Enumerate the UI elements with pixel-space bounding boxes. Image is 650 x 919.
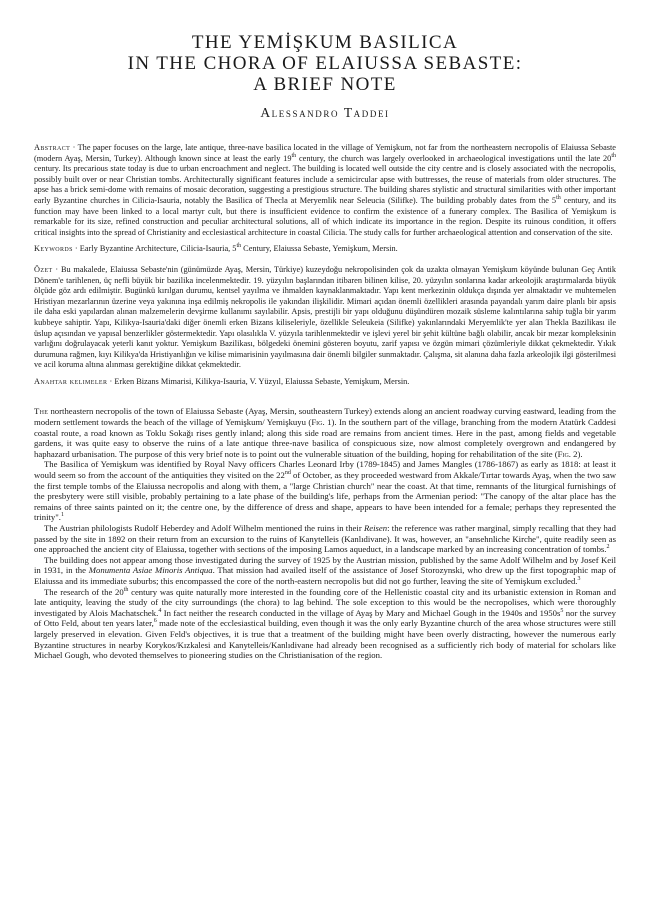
body-paragraph-3: The Austrian philologists Rudolf Heberdey and Adolf Wilhelm mentioned the ruins in their Reisen: the reference was rather marginal, simply recalling that they had passed by the site in 1892 on their return from an excursion to the ruins of Kanytelleis (Kanlıdivane). It was, however, an "ansehnliche Kirche", quite readily seen as one approached the ancient city of Elaiussa, together with sections of the imposing Lamos aqueduct, in a landscape marked by an increasing concentration of tombs.$^2$ [34,523,617,555]
body-paragraph-5: The research of the 20th century was quite naturally more interested in the founding core of the Hellenistic coastal city and its urbanistic extension in Roman and late antiquity, leaving the study of the city surroundings (the chora) to lag behind. The sole exception to this would be the necropolises, which were thoroughly investigated by Alois Machatschek.$^4$ In fact neither the research conducted in the village of Ayaş by Mary and Michael Gough in the 1940s and $1950s^5$ nor the survey of Otto Feld, about ten years later,$^6$ made note of the ecclesiastical building, even though it was the only early Byzantine church of the area whose structures were still largely preserved in elevation. Given Feld's objectives, it is true that a treatment of the building might have been overly distracting, however the numerous early Byzantine structures in nearby Korykos/Kızkalesi and Kanytelleis/Kanlıdivane had already been recognised as a sufficiently rich body of material for scholars like Michael Gough, who devoted themselves to pioneering studies on the Christianisation of the region. [34,586,617,661]
author-name: Alessandro Taddei [260,105,390,120]
title-line-2: IN THE CHORA OF ELAIUSSA SEBASTE: [127,53,523,74]
footnote-ref-6[interactable]: 6 [153,618,157,625]
anahtar-label: Anahtar kelimeler [34,376,108,386]
ozet-turkish-abstract: Özet · Bu makalede, Elaiussa Sebaste'nin (günümüzde Ayaş, Mersin, Türkiye) kuzeydoğu nekropolisinden çok da uzakta olmayan Yemişkum köyünde bulunan Geç Antik Dönem'e tarihlenen, üç nefli büyük bir bazilika incelenmektedir. 19. yüzyılın başlarından itibaren bilinen kilise, 20. yüzyılın sonlarına kadar arkeolojik araştırmalarda büyük ölçüde göz ardı edilmiştir. Bugünkü kırılgan durumu, kentsel yayılma ve ihmalden kaynaklanmaktadır. Yapı kent merkezinin oldukça dışında yer almaktadır ve muhtemelen Hristiyan mezarlarının üzerine veya yakınına inşa edilmiş nekropolis ile yakından ilişkilidir. Mimari açıdan önemli özellikleri arasında payandalı yarım daire planlı bir apsis ile daha eski yapılardan alınan malzemelerin devşirme kullanımı sayılabilir. Apsis, prestijli bir yapı olduğunu düşündüren mozaik süsleme kalıntılarına sahip tuğla bir yarım kubbeye sahiptir. Yapı, Kilikya-Isauria'daki diğer önemli erken Bizans kiliseleriyle, özellikle Seleukeia (Silifke) yakınlarındaki Meryemlik'te yer alan Thekla Bazilikası ile üslup açısından ve yapısal benzerlikler göstermektedir. Yapı olasılıkla V. yüzyıla tarihlenmektedir ve işlevi yerel bir şehit kültüne bağlı olabilir, ancak bir mezar kompleksinin varlığını doğrulayacak yeterli kanıt yoktur. Yemişkum Bazilikası, bölgedeki önemini gösteren boyutu, zarif yapısı ve özgün mimari çözümleriyle dikkat çekmektedir. Yıkık durumuna rağmen, kıyı Kilikya'da Hristiyanlığın ve kilise mimarisinin yayılmasına dair önemli bilgiler sunmaktadır. Çalışma, sit alanına daha fazla arkeolojik ilgi gösterilmesi ve acil koruma altına alınması gerektiğine dikkat çekmektedir. [34,264,616,370]
footnote-ref-2[interactable]: 2 [606,544,610,551]
body-paragraph-1: The northeastern necropolis of the town of Elaiussa Sebaste (Ayaş, Mersin, southeastern Turkey) extends along an ancient roadway curving eastward, leading from the modern settlement towards the beach of the village of Yemişkum/ Yemişkuyu (Fig. 1). In the southern part of the village, branching from the modern Atatürk Caddesi coastal route, a road known as Toklu Sokağı rises gently inland; along this side road are remains from ancient times. Here in the past, among fields and vegetable gardens, it was quite easy to observe the ruins of a late antique three-nave basilica of conspicuous size, now almost completely overgrown and endangered by haphazard urbanisation. The purpose of this very brief note is to point out the vulnerable situation of the building, hoping for rehabilitation of the site (Fig. 2). [34,406,616,459]
footnote-ref-5[interactable]: 5 [560,607,564,614]
title-line-1: THE YEMİŞKUM BASILICA [191,32,459,53]
footnote-ref-3[interactable]: 3 [577,576,581,583]
figure-ref-1[interactable]: Fig. 1 [311,417,332,428]
body-paragraph-2: The Basilica of Yemişkum was identified by Royal Navy officers Charles Leonard Irby (1789-1845) and James Mangles (1786-1867) as early as 1818: at least it would seem so from the account of the antiquities they visited on the 22nd of October, as they proceeded westward from Akkale/Tırtar towards Ayaş, when the two saw the first temple tombs of the Elaiussa necropolis and along with them, a "large Christian church" near the coast. At that time, remnants of the liturgical furnishings of the presbytery were still visible, probably pertaining to a late phase of the building's life, perhaps from the Armenian period: "The canopy of the altar place has the remains of three saints painted on it; the centre one, by the difference of dress and shape, appears to have been intended for a female; perhaps they represented the trinity".$^1$ [34,459,616,523]
keywords: Keywords · Early Byzantine Architecture, Cilicia-Isauria, 5th Century, Elaiussa Sebaste, Yemişkum, Mersin. [34,243,398,254]
title-line-3: A BRIEF NOTE [253,74,397,95]
article-body [34,406,616,660]
figure-ref-2[interactable]: Fig. 2 [557,448,578,459]
anahtar-kelimeler: Anahtar kelimeler · Erken Bizans Mimarisi, Kilikya-Isauria, V. Yüzyıl, Elaiussa Sebaste, Yemişkum, Mersin. [34,376,410,386]
footnote-ref-1[interactable]: 1 [60,512,64,519]
keywords-label: Keywords [34,244,73,254]
article-title [34,32,616,95]
body-paragraph-4: The building does not appear among those investigated during the survey of 1925 by the Austrian mission, published by the same Adolf Wilhelm and by Josef Keil in 1931, in the Monumenta Asiae Minoris Antiqua. That mission had availed itself of the assistance of Josef Storozynski, who drew up the first topographic map of Elaiussa and its immediate suburbs; this encompassed the core of the north-eastern necropolis but did not go further, leaving the site of Yemişkum excluded.$^3$ [34,554,616,586]
ozet-label: Özet [34,264,53,274]
footnote-ref-4[interactable]: 4 [158,607,162,614]
abstract-label: Abstract [34,143,71,152]
abstract: Abstract · The paper focuses on the large, late antique, three-nave basilica located in the village of Yemişkum, not far from the northeastern necropolis of Elaiussa Sebaste (modern Ayaş, Mersin, Turkey). Although known since at least the early 19th century, the church was largely overlooked in archaeological investigations until the late 20th century. Its precarious state today is due to urban encroachment and neglect. The building is located well outside the city centre and is closely associated with the necropolis, possibly built over or near Christian tombs. Architecturally significant features include a semicircular apse with buttresses, the reuse of materials from older structures. The apse has a brick semi-dome with remains of mosaic decoration, suggesting a prestigious structure. The building shares stylistic and structural similarities with other important early Byzantine churches in Cilicia-Isauria, notably the Basilica of Thecla at Meryemlik near Seleucia (Silifke). The building probably dates from the 5th century, and its function may have been linked to a local martyr cult, but there is insufficient evidence to confirm the existence of a funerary complex. The Basilica of Yemişkum is remarkable for its size, refined construction and peculiar architectural solutions, all of which indicate its importance in the region. Despite its ruinous condition, it offers critical insights into the spread of Christianity and ecclesiastical architecture in coastal Cilicia. The study calls for further archaeological attention and conservation of the site. [34,143,616,237]
